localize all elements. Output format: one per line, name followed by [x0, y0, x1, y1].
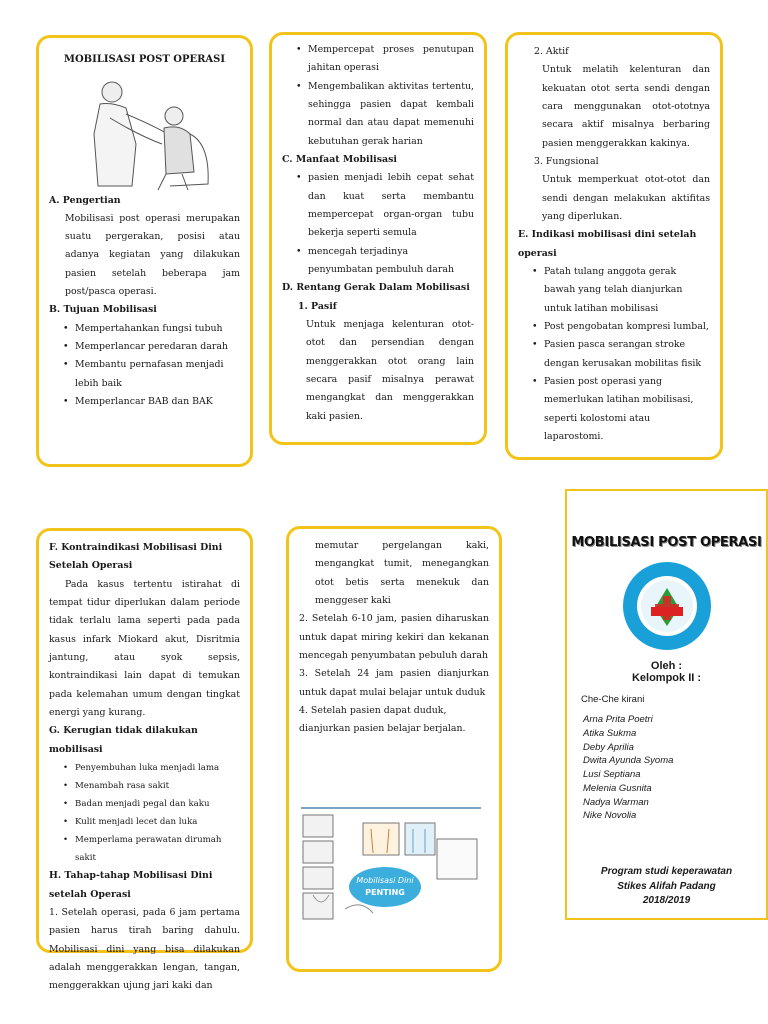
section-a-text: Mobilisasi post operasi merupakan suatu pergerakan, posisi atau adanya kegiatan yang dilakukan pasien setelah beberapa jam post/pasca operasi. — [65, 212, 240, 298]
section-a-heading: A. Pengertian — [49, 194, 121, 206]
list-item: • Mengembalikan aktivitas tertentu, sehingga pasien dapat kembali normal dan atau dapat memenuhi kebutuhan gerak harian — [296, 78, 474, 151]
list-item: • Post pengobatan kompresi lumbal, — [532, 318, 710, 336]
section-e-heading: E. Indikasi mobilisasi dini setelah operasi — [518, 229, 697, 259]
indikasi-list — [518, 263, 710, 446]
list-item: • Mempertahankan fungsi tubuh — [63, 320, 240, 338]
list-item: • Menambah rasa sakit — [63, 777, 240, 795]
manfaat-list — [282, 169, 474, 279]
member-name: Deby Aprilia — [583, 741, 634, 753]
member-name: Arna Prita Poetri — [583, 714, 653, 725]
fungsional-text: Untuk memperkuat otot-otot dan sendi dengan melakukan aktifitas yang diperlukan. — [542, 174, 710, 222]
member-list — [583, 713, 766, 823]
list-item: • Membantu pernafasan menjadi lebih baik — [63, 356, 240, 393]
tujuan-list — [49, 320, 240, 412]
image-label-line2: PENTING — [365, 888, 405, 897]
panel-pengertian — [36, 35, 253, 467]
image-label-line1: Mobilisasi Dini — [356, 876, 414, 885]
mobilisasi-image-collage — [301, 807, 481, 927]
member-first: Che-Che kirani — [581, 694, 645, 705]
section-g-heading: G. Kerugian tidak dilakukan mobilisasi — [49, 725, 198, 755]
pasif-text: Untuk menjaga kelenturan otot-otot dan persendian dengan menggerakkan otot orang lain secara pasif misalnya perawat mengangkat dan menggerakkan kaki pasien. — [306, 318, 474, 422]
exercise-illustrations — [301, 809, 481, 927]
panel-indikasi — [505, 32, 723, 460]
list-item: • Penyembuhan luka menjadi lama — [63, 759, 240, 777]
tahap-3-text: 3. Setelah 24 jam pasien dianjurkan untuk dapat mulai belajar untuk duduk — [299, 668, 489, 698]
list-item: • Memperlancar peredaran darah — [63, 338, 240, 356]
tahap-2-text: 2. Setelah 6-10 jam, pasien diharuskan untuk dapat miring kekiri dan kekanan mencegah penyumbatan pebuluh darah — [299, 613, 489, 661]
list-item: • Mempercepat proses penutupan jahitan operasi — [296, 41, 474, 78]
footer-block — [567, 865, 766, 909]
member-name: Lusi Septiana — [583, 769, 641, 781]
section-f-heading: F. Kontraindikasi Mobilisasi Dini Setelah Operasi — [49, 542, 223, 572]
member-name: Nike Novolia — [583, 810, 637, 822]
fungsional-heading: 3. Fungsional — [534, 155, 599, 167]
kerugian-list — [49, 759, 240, 867]
member-name: Atika Sukma — [583, 727, 637, 739]
panel-manfaat — [269, 32, 487, 445]
section-c-heading: C. Manfaat Mobilisasi — [282, 153, 397, 165]
list-item: • Memperlama perawatan dirumah sakit — [63, 831, 240, 867]
cover-title: MOBILISASI POST OPERASI — [571, 535, 762, 550]
oleh-label: Oleh : — [650, 660, 683, 672]
section-f-text: Pada kasus tertentu istirahat di tempat tidur diperlukan dalam periode tidak terlalu lama seperti pada pada kasus infark Miokard akut, Disritmia jantung, atau syok sepsis, kontraindikasi lain dapat di temukan pada kelemahan umum dengan tingkat energi yang kurang. — [49, 578, 240, 718]
nurse-helping-patient-illustration — [70, 74, 220, 192]
section-h-heading: H. Tahap-tahap Mobilisasi Dini setelah Operasi — [49, 870, 213, 900]
list-item: • Badan menjadi pegal dan kaku — [63, 795, 240, 813]
pasif-heading: 1. Pasif — [298, 300, 337, 312]
program-label: Program studi keperawatan — [600, 866, 733, 878]
section-d-heading: D. Rentang Gerak Dalam Mobilisasi — [282, 282, 470, 294]
tahap-4-text: 4. Setelah pasien dapat duduk, dianjurkan pasien belajar berjalan. — [299, 704, 466, 735]
cover-panel — [565, 489, 768, 920]
panel-tahap — [286, 526, 502, 972]
tujuan-list-cont — [282, 41, 474, 151]
list-item: • pasien menjadi lebih cepat sehat dan kuat serta membantu mempercepat organ-organ tubu bekerja seperti semula — [296, 169, 474, 242]
list-item: • Patah tulang anggota gerak bawah yang telah dianjurkan untuk latihan mobilisasi — [532, 263, 710, 318]
year-label: 2018/2019 — [642, 895, 691, 907]
tahap-1-cont: memutar pergelangan kaki, mengangkat tumit, menegangkan otot betis serta menekuk dan menggeser kaki — [315, 540, 489, 606]
list-item: • Kulit menjadi lecet dan luka — [63, 813, 240, 831]
list-item: • Pasien pasca serangan stroke dengan kerusakan mobilitas fisik — [532, 336, 710, 373]
member-name: Nadya Warman — [583, 796, 649, 808]
list-item: • Pasien post operasi yang memerlukan latihan mobilisasi, seperti kolostomi atau laparostomi. — [532, 373, 710, 446]
member-name: Melenia Gusnita — [583, 782, 652, 794]
list-item: • mencegah terjadinya penyumbatan pembuluh darah — [296, 243, 474, 280]
aktif-text: Untuk melatih kelenturan dan kekuatan otot serta sendi dengan cara menggunakan otot-ototnya secara aktif misalnya berbaring pasien menggerakkan kakinya. — [542, 64, 710, 149]
section-b-heading: B. Tujuan Mobilisasi — [49, 304, 157, 316]
list-item: • Memperlancar BAB dan BAK — [63, 393, 240, 411]
kelompok-label: Kelompok II : — [631, 672, 702, 684]
aktif-heading: 2. Aktif — [534, 46, 569, 57]
panel-title: MOBILISASI POST OPERASI — [63, 54, 226, 65]
panel-kontraindikasi — [36, 528, 253, 992]
member-name: Dwita Ayunda Syoma — [583, 755, 674, 767]
tahap-1-text: 1. Setelah operasi, pada 6 jam pertama pasien harus tirah baring dahulu. Mobilisasi dini yang bisa dilakukan adalah menggerakkan lengan, tangan, menggerakkan ujung jari kaki dan — [49, 906, 240, 992]
stikes-logo-icon — [621, 560, 713, 652]
school-label: Stikes Alifah Padang — [617, 880, 716, 892]
